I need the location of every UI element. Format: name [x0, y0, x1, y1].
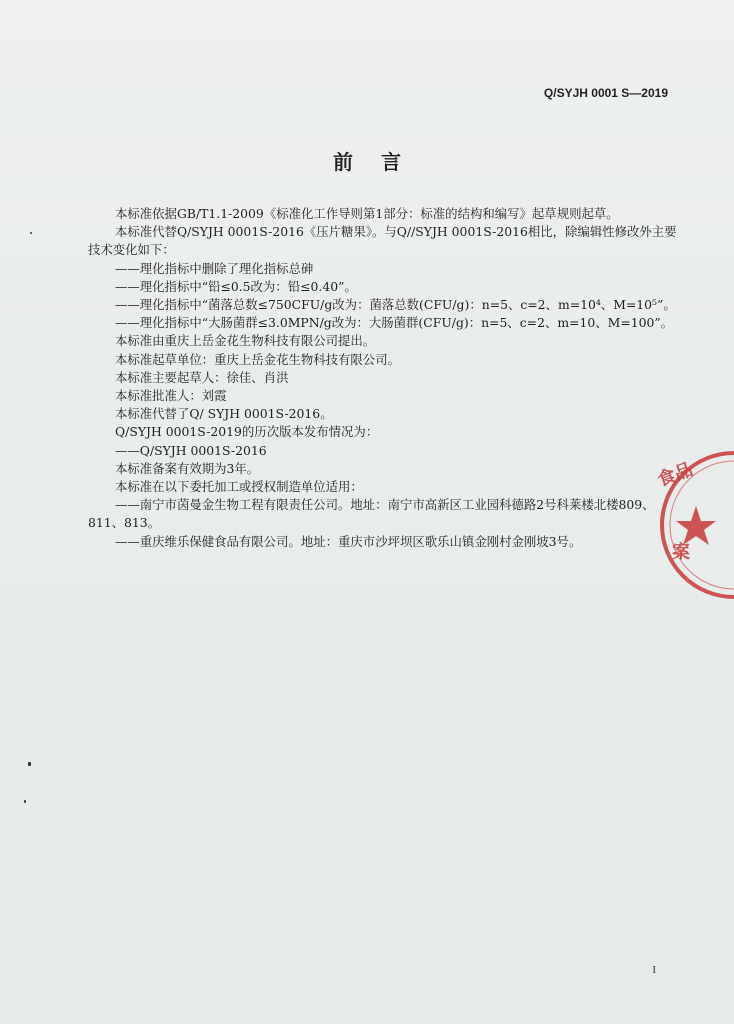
page-title: 前言	[333, 150, 429, 174]
body-line: ——Q/SYJH 0001S-2016	[115, 442, 267, 458]
body-line: 本标准依据GB/T1.1-2009《标准化工作导则第1部分：标准的结构和编写》起草规则起草。	[115, 206, 619, 221]
body-line: ——理化指标中删除了理化指标总砷	[115, 260, 314, 276]
body-line: 本标准代替了Q/ SYJH 0001S-2016。	[115, 406, 333, 422]
body-line: 本标准由重庆上岳金花生物科技有限公司提出。	[115, 333, 376, 349]
body-line: ——理化指标中“大肠菌群≤3.0MPN/g改为：大肠菌群(CFU/g)：n=5、c=2、m=10、M=100”。	[115, 315, 674, 331]
page-number: I	[652, 964, 656, 976]
body-line: 技术变化如下：	[88, 242, 175, 258]
body-line: ——理化指标中“菌落总数≤750CFU/g改为：菌落总数(CFU/g)：n=5、c=2、m=10⁴、M=10⁵”。	[115, 297, 676, 313]
body-line: 本标准备案有效期为3年。	[115, 460, 260, 476]
scan-speck	[28, 762, 31, 766]
svg-text:案: 案	[672, 542, 690, 563]
body-line: ——南宁市茵曼金生物工程有限责任公司。地址：南宁市高新区工业园科德路2号科莱楼北楼809、	[115, 497, 655, 513]
svg-text:食品: 食品	[654, 459, 696, 492]
standard-number: Q/SYJH 0001 S—2019	[543, 86, 668, 100]
body-line: 本标准批准人：刘霞	[115, 388, 227, 404]
red-seal-stamp	[654, 440, 734, 610]
body-line: 本标准在以下委托加工或授权制造单位适用：	[115, 479, 363, 495]
body-line: 811、813。	[88, 515, 161, 531]
body-line: ——理化指标中“铅≤0.5改为：铅≤0.40”。	[115, 278, 357, 294]
scan-speck	[30, 232, 32, 234]
body-line: ——重庆维乐保健食品有限公司。地址：重庆市沙坪坝区歌乐山镇金刚村金刚坡3号。	[115, 533, 582, 549]
body-line: 本标准主要起草人：徐佳、肖洪	[115, 369, 289, 385]
body-line: Q/SYJH 0001S-2019的历次版本发布情况为：	[115, 424, 379, 440]
document-body	[88, 205, 678, 551]
body-line: 本标准代替Q/SYJH 0001S-2016《压片糖果》。与Q//SYJH 0001S-2016相比，除编辑性修改外主要	[115, 224, 677, 240]
body-line: 本标准起草单位：重庆上岳金花生物科技有限公司。	[115, 351, 400, 367]
scan-speck	[24, 800, 26, 803]
